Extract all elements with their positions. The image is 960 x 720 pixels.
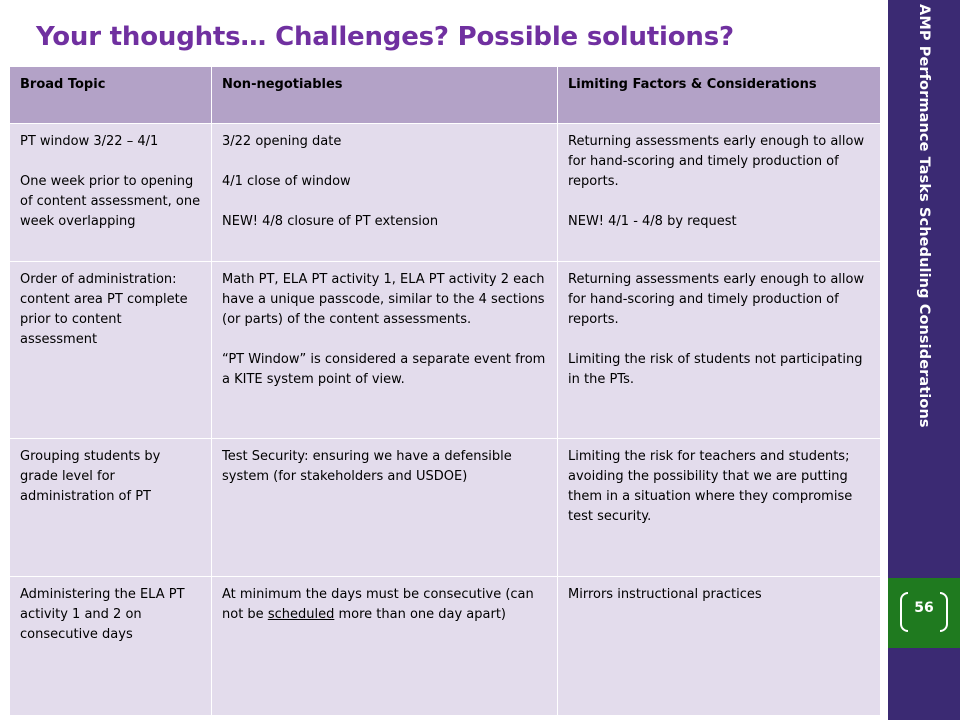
cell-text: Returning assessments early enough to allow for hand-scoring and timely production of reports.: [568, 134, 865, 189]
cell-text: 4/1 close of window: [222, 174, 351, 189]
cell-text: PT window 3/22 – 4/1: [20, 134, 159, 149]
cell-text: Grouping students by grade level for administration of PT: [20, 449, 161, 504]
cell-topic: [10, 577, 212, 716]
page-number: 56: [914, 600, 934, 616]
cell-text-underlined: scheduled: [267, 607, 335, 622]
table-row: [10, 124, 881, 262]
cell-text-after: more than one day apart): [334, 607, 507, 622]
cell-text: Math PT, ELA PT activity 1, ELA PT activity 2 each have a unique passcode, similar to the 4 sections (or parts) of the content assessments.: [222, 272, 545, 327]
header-non-negotiables: Non-negotiables: [212, 67, 558, 124]
cell-text: Limiting the risk of students not participating in the PTs.: [568, 352, 863, 387]
considerations-table: [9, 66, 881, 716]
cell-text: Returning assessments early enough to allow for hand-scoring and timely production of reports.: [568, 272, 865, 327]
right-bracket-decoration: [940, 592, 948, 632]
cell-topic: [10, 124, 212, 262]
cell-topic: [10, 262, 212, 439]
cell-text: NEW! 4/1 - 4/8 by request: [568, 214, 737, 229]
cell-non-negotiable: [212, 262, 558, 439]
cell-non-negotiable: [212, 577, 558, 716]
cell-text: NEW! 4/8 closure of PT extension: [222, 214, 439, 229]
cell-text: Order of administration: content area PT complete prior to content assessment: [20, 272, 188, 347]
sidebar-title: AMP Performance Tasks Scheduling Considerations: [916, 4, 932, 428]
table-row: [10, 262, 881, 439]
cell-limiting-factor: [558, 439, 881, 577]
cell-topic: [10, 439, 212, 577]
cell-text: 3/22 opening date: [222, 134, 342, 149]
header-limiting-factors: Limiting Factors & Considerations: [558, 67, 881, 124]
table-header-row: [10, 67, 881, 124]
cell-limiting-factor: [558, 262, 881, 439]
table-row: [10, 577, 881, 716]
table-row: [10, 439, 881, 577]
cell-text: “PT Window” is considered a separate event from a KITE system point of view.: [222, 352, 546, 387]
cell-text: Test Security: ensuring we have a defensible system (for stakeholders and USDOE): [222, 449, 512, 484]
cell-limiting-factor: [558, 124, 881, 262]
cell-text-before: At minimum the days must be consecutive (can not be: [222, 587, 534, 622]
page-number-box: [888, 578, 960, 648]
cell-non-negotiable: [212, 124, 558, 262]
slide-title: Your thoughts… Challenges? Possible solutions?: [36, 22, 734, 52]
cell-text: Limiting the risk for teachers and students; avoiding the possibility that we are putting them in a situation where they compromise test security.: [568, 449, 853, 524]
header-broad-topic: Broad Topic: [10, 67, 212, 124]
cell-text: Administering the ELA PT activity 1 and 2 on consecutive days: [20, 587, 185, 642]
cell-text: Mirrors instructional practices: [568, 587, 762, 602]
cell-text: One week prior to opening of content assessment, one week overlapping: [20, 174, 201, 229]
cell-limiting-factor: [558, 577, 881, 716]
cell-non-negotiable: [212, 439, 558, 577]
